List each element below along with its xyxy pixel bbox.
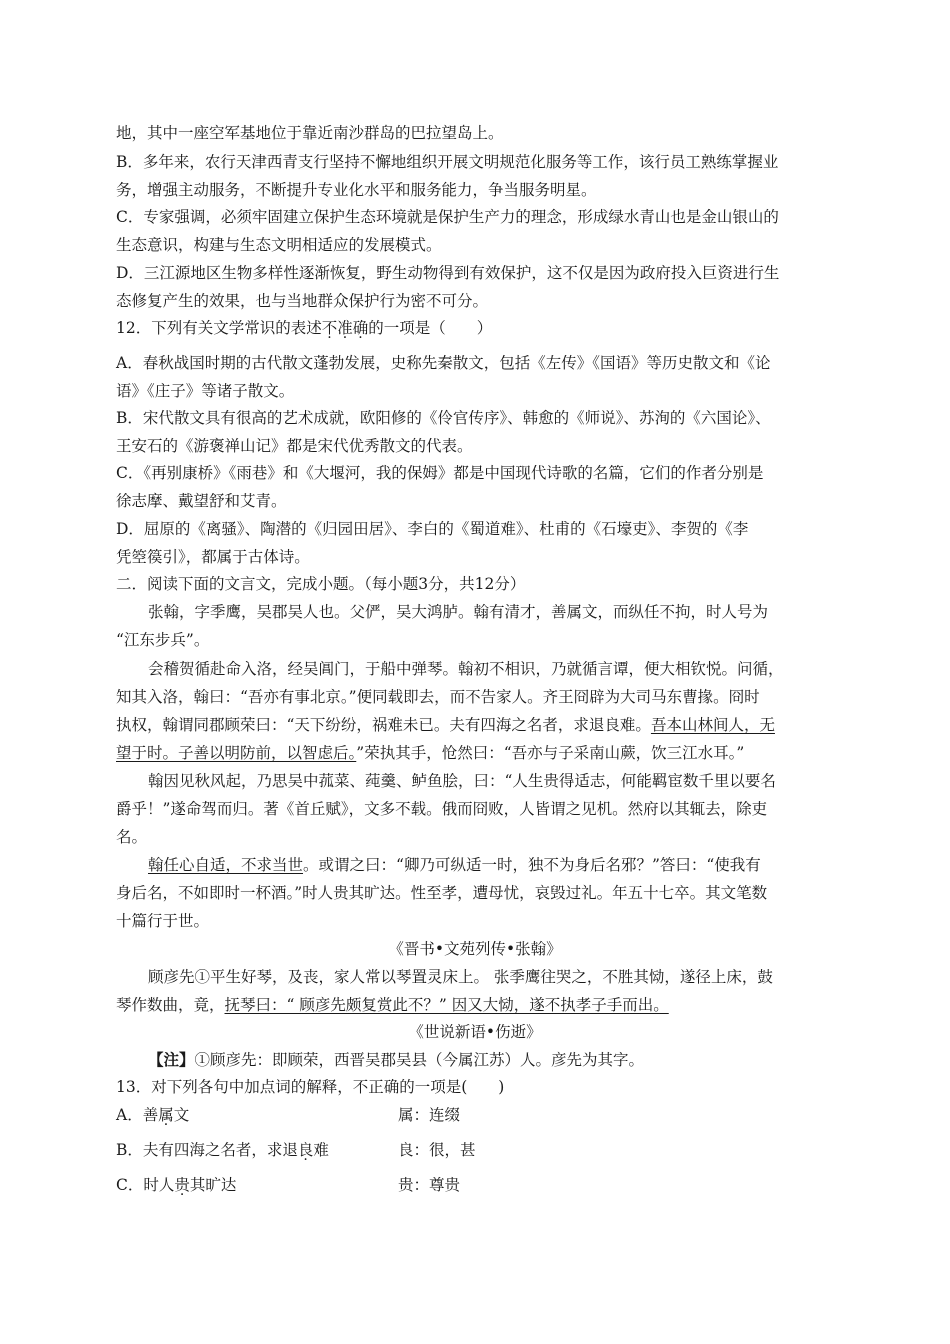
q12-option-c-line2: 徐志摩、戴望舒和艾青。 [116,492,287,510]
q12-dotted-char: 不 [321,319,338,337]
q12-stem-start: 12．下列有关文学常识的表述 [116,319,322,337]
passage-paragraph: 翰因见秋风起，乃思吴中菰菜、莼羹、鲈鱼脍，曰：“人生贵得适志，何能羁宦数千里以要名 [148,772,776,790]
passage-line: “江东步兵”。 [116,631,210,649]
note [148,1050,644,1070]
q11-option-c-line1: C．专家强调，必须牢固建立保护生态环境就是保护生产力的理念，形成绿水青山也是金山银山的 [116,208,779,226]
underlined-sentence: 抚琴曰：“ 顾彦先颇复赏此不？” 因又大恸，遂不执孝子手而出。 [224,996,669,1014]
passage-line [116,743,744,763]
q13-option-explanation: 贵：尊贵 [398,1176,461,1194]
q11-option-a-continuation: 地，其中一座空军基地位于靠近南沙群岛的巴拉望岛上。 [116,124,504,142]
q12-option-b-line2: 王安石的《游褒禅山记》都是宋代优秀散文的代表。 [116,437,473,455]
q12-dotted-char: 准 [337,319,353,337]
passage-line: 名。 [116,828,148,846]
q11-option-d-line2: 态修复产生的效果，也与当地群众保护行为密不可分。 [116,292,489,310]
q13-option-explanation: 属：连缀 [398,1106,461,1124]
underlined-sentence: 翰任心自适，不求当世 [148,856,304,874]
passage-paragraph: 张翰，字季鹰，吴郡吴人也。父俨，吴大鸿胪。翰有清才，善属文，而纵任不拘，时人号为 [148,603,769,621]
option-text: 文 [173,1106,190,1124]
option-text: 难 [313,1141,329,1159]
note-text: ①顾彦先：即顾荣，西晋吴郡吴县（今属江苏）人。彦先为其字。 [194,1051,645,1069]
dotted-char: 良 [297,1141,314,1159]
passage-text: 琴作数曲，竟， [116,996,225,1014]
q12-option-d-line2: 凭箜篌引》，都属于古体诗。 [116,548,310,566]
passage-line [116,995,669,1015]
q12-option-b-line1: B．宋代散文具有很高的艺术成就，欧阳修的《伶官传序》、韩愈的《师说》、苏洵的《六国论》、 [116,409,771,427]
q12-stem [116,318,492,338]
passage-paragraph: 会稽贺循赴命入洛，经吴阊门，于船中弹琴。翰初不相识，乃就循言谭，便大相钦悦。问循， [148,660,784,678]
q12-option-c-line1: C．《再别康桥》《雨巷》和《大堰河，我的保姆》都是中国现代诗歌的名篇，它们的作者分别是 [116,464,764,482]
passage-line: 十篇行于世。 [116,912,210,930]
passage-text: ”荣执其手，怆然曰：“吾亦与子采南山蕨，饮三江水耳。” [356,744,745,762]
source-citation: 《晋书•文苑列传•张翰》 [388,940,562,958]
option-text: B．夫有四海之名者，求退 [116,1141,298,1159]
q13-option-explanation: 良：很，甚 [398,1141,476,1159]
q12-dotted-char: 确 [352,319,369,337]
dotted-char: 属 [158,1106,174,1124]
q13-option [116,1175,236,1195]
passage-line: 知其入洛，翰曰：“吾亦有事北京。”便同载即去，而不告家人。齐王冏辟为大司马东曹掾。冏时 [116,688,760,706]
q11-option-c-line2: 生态意识，构建与生态文明相适应的发展模式。 [116,236,442,254]
q13-option [116,1105,189,1125]
passage-paragraph [148,855,761,875]
passage-line: 身后名，不如即时一杯酒。”时人贵其旷达。性至孝，遭母忧，哀毁过礼。年五十七卒。其文笔数 [116,884,768,902]
underlined-sentence: 望于时。子善以明防前，以智虑后。 [116,744,357,762]
q11-option-b-line2: 务，增强主动服务，不断提升专业化水平和服务能力，争当服务明星。 [116,181,597,199]
passage-line: 爵乎！”遂命驾而归。著《首丘赋》，文多不载。俄而冏败，人皆谓之见机。然府以其辄去，除吏 [116,800,768,818]
option-text: 其旷达 [189,1176,237,1194]
q13-option [116,1140,329,1160]
source-citation: 《世说新语•伤逝》 [408,1023,542,1041]
underlined-sentence: 吾本山林间人，无 [650,716,775,734]
q12-option-a-line2: 语》《庄子》等诸子散文。 [116,382,295,400]
passage-line [116,715,775,735]
option-text: A．善 [116,1106,159,1124]
q12-stem-end: 的一项是（ ） [368,319,493,337]
q12-option-a-line1: A．春秋战国时期的古代散文蓬勃发展，史称先秦散文，包括《左传》《国语》等历史散文和《论 [116,354,771,372]
passage-text: 。或谓之曰：“卿乃可纵适一时，独不为身后名邪？”答曰：“使我有 [303,856,761,874]
dotted-char: 贵 [174,1176,190,1194]
section-heading: 二．阅读下面的文言文，完成小题。（每小题3分，共12分） [116,575,526,593]
note-label: 【注】 [148,1050,195,1069]
q11-option-d-line1: D．三江源地区生物多样性逐渐恢复，野生动物得到有效保护，这不仅是因为政府投入巨资进行生 [116,264,780,282]
option-text: C．时人 [116,1176,175,1194]
q12-option-d-line1: D．屈原的《离骚》、陶潜的《归园田居》、李白的《蜀道难》、杜甫的《石壕吏》、李贺的《李 [116,520,749,538]
passage-paragraph: 顾彦先①平生好琴，及丧，家人常以琴置灵床上。 张季鹰往哭之，不胜其恸，遂径上床，鼓 [148,968,773,986]
q13-stem: 13．对下列各句中加点词的解释，不正确的一项是( ) [116,1078,505,1096]
passage-text: 执权，翰谓同郡顾荣曰：“天下纷纷，祸难未已。夫有四海之名者，求退良难。 [116,716,651,734]
q11-option-b-line1: B．多年来，农行天津西青支行坚持不懈地组织开展文明规范化服务等工作，该行员工熟练掌握业 [116,153,779,171]
